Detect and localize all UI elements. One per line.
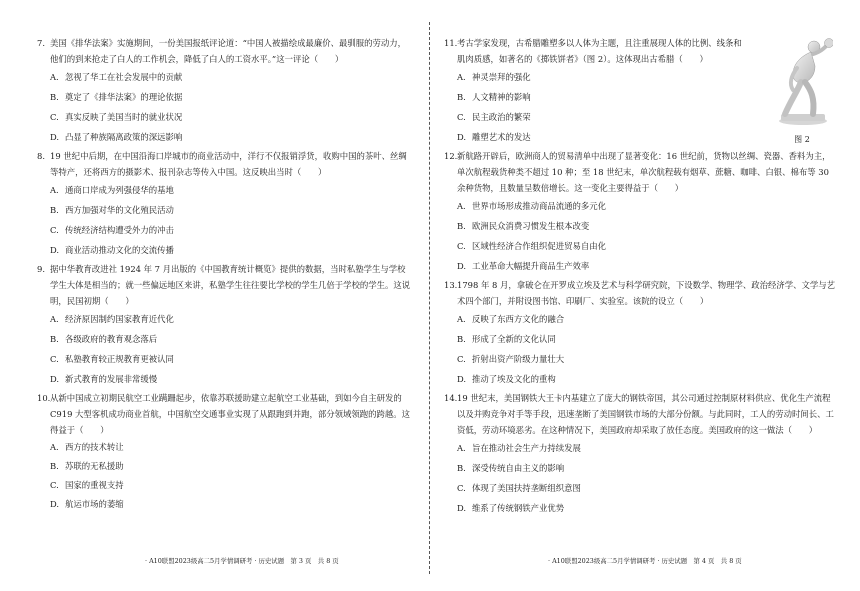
option-b: B. 苏联的无私援助 bbox=[50, 461, 124, 471]
option-c: C. 体现了美国扶持垄断组织意图 bbox=[457, 483, 581, 493]
option-b: B. 西方加强对华的文化殖民活动 bbox=[50, 205, 174, 215]
option-a: A. 旨在推动社会生产力持续发展 bbox=[457, 443, 581, 453]
question-stem: 据中华教育改进社 1924 年 7 月出版的《中国教育统计概览》提供的数据，当时私塾学生与学校学生大体是相当的；就一些偏远地区来讲，私塾学生往往要比学校的学生几倍于学校的学生。这说明，民国初期（ ） bbox=[50, 264, 411, 306]
option-a: A. 通商口岸成为列强侵华的基地 bbox=[50, 185, 174, 195]
question-number: 13. bbox=[444, 280, 458, 290]
page-footer: · A10联盟2023级高二5月学情调研考 · 历史试题 第 4 页 共 8 页 bbox=[548, 557, 742, 565]
option-a: A. 神灵崇拜的强化 bbox=[457, 72, 531, 82]
question-number: 11. bbox=[444, 38, 458, 48]
question-10 bbox=[37, 390, 412, 514]
option-b: B. 欧洲民众消费习惯发生根本改变 bbox=[457, 221, 590, 231]
right-page bbox=[430, 0, 860, 591]
question-number: 9. bbox=[37, 264, 45, 274]
option-b: B. 深受传统自由主义的影响 bbox=[457, 463, 565, 473]
option-b: B. 各级政府的教育观念落后 bbox=[50, 334, 158, 344]
question-number: 12. bbox=[444, 151, 458, 161]
option-c: C. 真实反映了美国当时的就业状况 bbox=[50, 112, 183, 122]
option-a: A. 经济原因制约国家教育近代化 bbox=[50, 314, 174, 324]
question-14 bbox=[444, 390, 838, 518]
question-12 bbox=[444, 148, 838, 276]
option-d: D. 维系了传统钢铁产业优势 bbox=[457, 503, 565, 513]
question-7 bbox=[37, 35, 412, 147]
question-9 bbox=[37, 261, 412, 389]
option-d: D. 新式教育的发展非常缓慢 bbox=[50, 374, 158, 384]
question-stem: 从新中国成立初期民航空工业蹒跚起步，依靠苏联援助建立起航空工业基础，到如今自主研发的 C919 大型客机成功商业首航，中国航空交通事业实现了从跟跑到并跑，部分领域领跑的跨越。这得益于（ ） bbox=[50, 393, 411, 435]
question-8 bbox=[37, 148, 412, 260]
option-c: C. 国家的重视支持 bbox=[50, 480, 124, 490]
option-c: C. 折射出资产阶级力量壮大 bbox=[457, 354, 565, 364]
discobolus-statue-image bbox=[771, 38, 833, 126]
question-number: 7. bbox=[37, 38, 45, 48]
option-c: C. 传统经济结构遭受外力的冲击 bbox=[50, 225, 174, 235]
option-c: C. 私塾教育较正规教育更被认同 bbox=[50, 354, 174, 364]
option-d: D. 推动了埃及文化的重构 bbox=[457, 374, 556, 384]
option-d: D. 商业活动推动文化的交流传播 bbox=[50, 245, 174, 255]
question-13 bbox=[444, 277, 838, 389]
option-a: A. 忽视了华工在社会发展中的贡献 bbox=[50, 72, 183, 82]
figure-2 bbox=[762, 38, 842, 145]
option-a: A. 世界市场形成推动商品流通的多元化 bbox=[457, 201, 606, 211]
option-d: D. 工业革命大幅提升商品生产效率 bbox=[457, 261, 590, 271]
question-stem: 美国《排华法案》实施期间，一份美国报纸评论道：“中国人被描绘成最廉价、最驯服的劳动力，他们的到来抢走了白人的工作机会，降低了白人的工资水平。”这一评论（ ） bbox=[50, 38, 407, 64]
option-d: D. 凸显了种族隔离政策的深远影响 bbox=[50, 132, 183, 142]
option-d: D. 航运市场的萎缩 bbox=[50, 499, 124, 509]
question-stem: 19 世纪末，美国钢铁大王卡内基建立了庞大的钢铁帝国，其公司通过控制原材料供应、优化生产流程以及并购竞争对手等手段，迅速垄断了美国钢铁市场的大部分份额。与此同时，工人的劳动时间长、工资低，劳动环境恶劣。在这种情况下，美国政府却采取了放任态度。美国政府的这一做法（ ） bbox=[457, 393, 834, 435]
question-number: 8. bbox=[37, 151, 45, 161]
option-a: A. 西方的技术转让 bbox=[50, 442, 124, 452]
figure-caption: 图 2 bbox=[794, 135, 810, 144]
option-d: D. 雕塑艺术的发达 bbox=[457, 132, 531, 142]
option-c: C. 区域性经济合作组织促进贸易自由化 bbox=[457, 241, 606, 251]
question-stem: 19 世纪中后期，在中国沿海口岸城市的商业活动中，洋行不仅报销浮货，收购中国的茶叶、丝绸等特产，还将西方的摄影术、报刊杂志等传入中国。这反映出当时（ ） bbox=[50, 151, 407, 177]
question-stem: 新航路开辟后，欧洲商人的贸易清单中出现了显著变化：16 世纪前，货物以丝绸、瓷器、香料为主，单次航程载货种类不超过 10 种；至 18 世纪末，单次航程载有烟草、蔗糖、咖啡、白银、棉布等 30 余种货物，且数量呈数倍增长。这一变化主要得益于（ ） bbox=[457, 151, 832, 193]
question-stem: 考古学家发现，古希腊雕塑多以人体为主题，且注重展现人体的比例、线条和肌肉质感，如著名的《掷铁饼者》（图 2）。这体现出古希腊（ ） bbox=[457, 38, 742, 64]
option-b: B. 形成了全新的文化认同 bbox=[457, 334, 556, 344]
question-number: 14. bbox=[444, 393, 458, 403]
option-b: B. 奠定了《排华法案》的理论依据 bbox=[50, 92, 183, 102]
page-footer: · A10联盟2023级高二5月学情调研考 · 历史试题 第 3 页 共 8 页 bbox=[145, 557, 339, 565]
option-c: C. 民主政治的繁荣 bbox=[457, 112, 531, 122]
question-stem: 1798 年 8 月，拿破仑在开罗成立埃及艺术与科学研究院，下设数学、物理学、政治经济学、文学与艺术四个部门，并附设图书馆、印刷厂、实验室。该院的设立（ ） bbox=[457, 280, 836, 306]
option-b: B. 人文精神的影响 bbox=[457, 92, 531, 102]
option-a: A. 反映了东西方文化的融合 bbox=[457, 314, 565, 324]
question-number: 10. bbox=[37, 393, 51, 403]
